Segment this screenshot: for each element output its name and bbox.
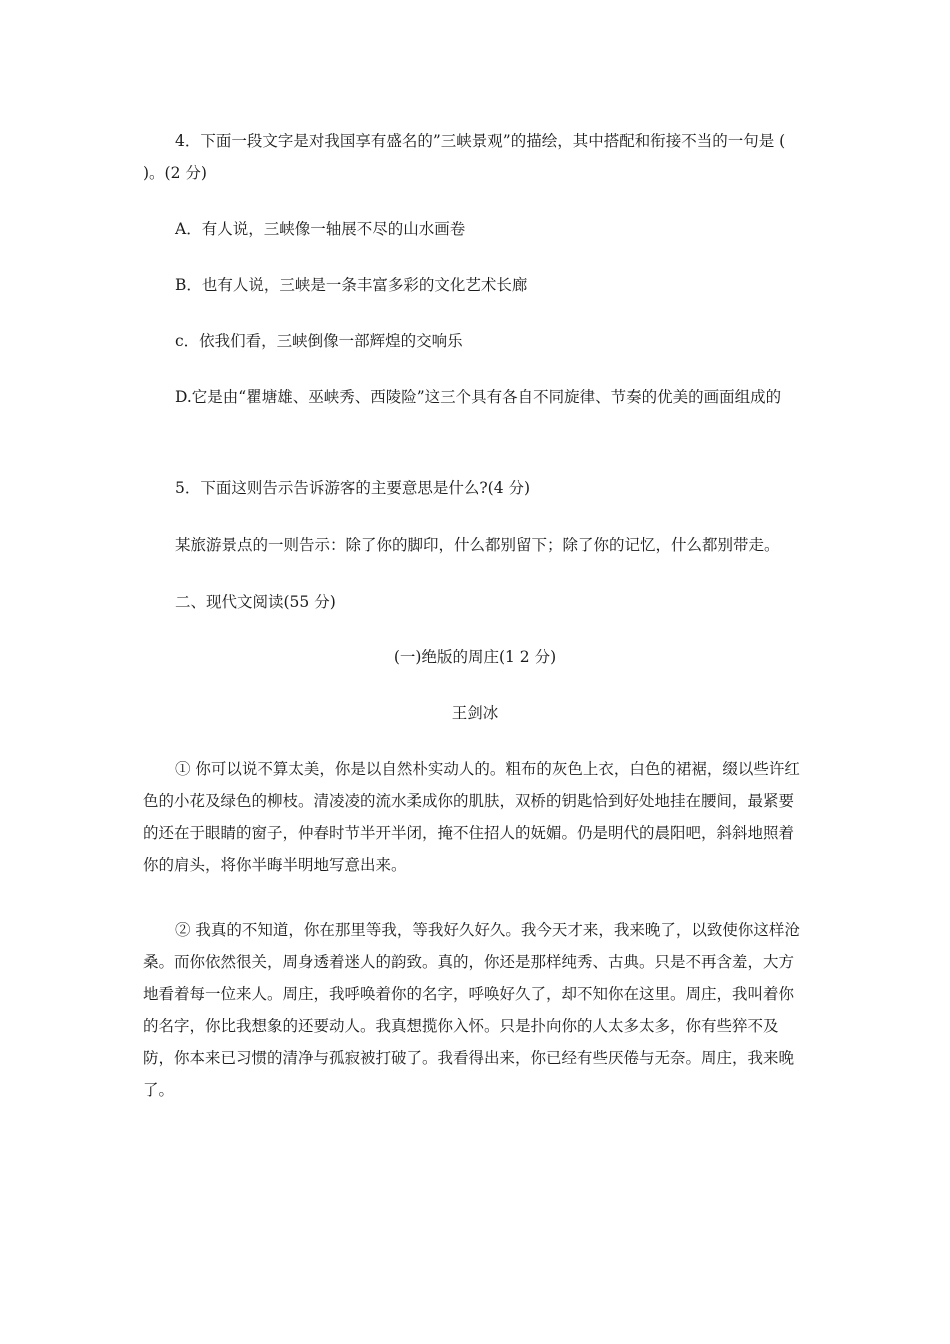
- option-c: c．依我们看，三峡倒像一部辉煌的交响乐: [175, 332, 463, 350]
- paragraph-2: ② 我真的不知道，你在那里等我，等我好久好久。我今天才来，我来晚了，以致使你这样沧桑。而你依然很关，周身透着迷人的韵致。真的，你还是那样纯秀、古典。只是不再含羞，大方地看着每一位来人。周庄，我呼唤着你的名字，呼唤好久了，却不知你在这里。周庄，我叫着你的名字，你比我想象的还要动人。我真想揽你入怀。只是扑向你的人太多太多，你有些猝不及防，你本来已习惯的清净与孤寂被打破了。我看得出来，你已经有些厌倦与无奈。周庄，我来晚了。: [143, 921, 800, 1099]
- question-5: 5．下面这则告示告诉游客的主要意思是什么?(4 分): [175, 479, 531, 497]
- question-4: 4．下面一段文字是对我国享有盛名的”三峡景观”的描绘，其中搭配和衔接不当的一句是 ( )。(2 分): [143, 132, 786, 182]
- notice-text: 某旅游景点的一则告示：除了你的脚印，什么都别留下；除了你的记忆，什么都别带走。: [175, 536, 780, 554]
- option-b: B．也有人说，三峡是一条丰富多彩的文化艺术长廊: [175, 276, 528, 294]
- paragraph-1: ① 你可以说不算太美，你是以自然朴实动人的。粗布的灰色上衣，白色的裙裾，缀以些许红色的小花及绿色的柳枝。清凌凌的流水柔成你的肌肤，双桥的钥匙恰到好处地挂在腰间，最紧要的还在于眼睛的窗子，仲春时节半开半闭，掩不住招人的妩媚。仍是明代的晨阳吧，斜斜地照着你的肩头，将你半晦半明地写意出来。: [143, 760, 800, 874]
- option-d: D.它是由“瞿塘雄、巫峡秀、西陵险”这三个具有各自不同旋律、节奏的优美的画面组成的: [175, 388, 782, 406]
- option-a: A．有人说，三峡像一轴展不尽的山水画卷: [175, 220, 466, 238]
- passage-title: (一)绝版的周庄(1 2 分): [393, 648, 557, 666]
- author-name: 王剑冰: [451, 704, 499, 722]
- section-heading: 二、现代文阅读(55 分): [175, 593, 336, 611]
